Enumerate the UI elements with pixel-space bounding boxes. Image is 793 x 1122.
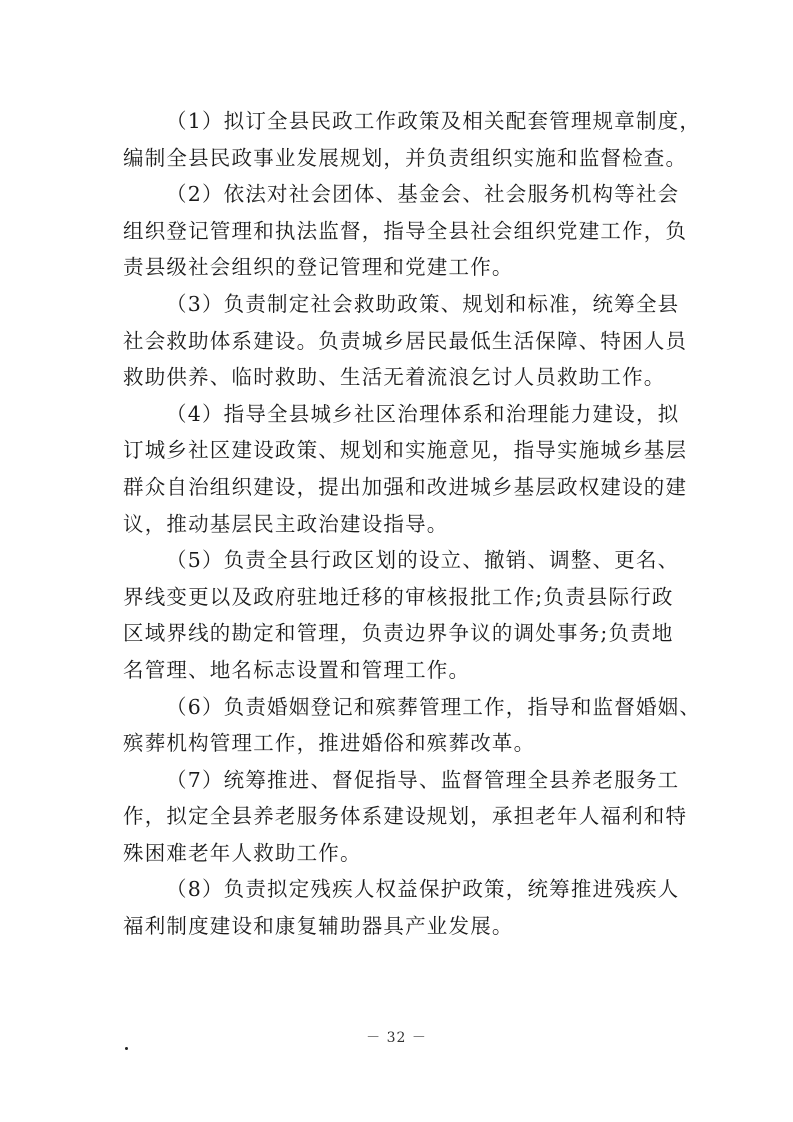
text-line: 区域界线的勘定和管理，负责边界争议的调处事务;负责地: [123, 621, 674, 646]
paragraph: [123, 542, 678, 688]
text-line: 社会救助体系建设。负责城乡居民最低生活保障、特困人员: [123, 328, 688, 353]
text-line: （3）负责制定社会救助政策、规划和标准，统筹全县: [166, 291, 680, 316]
text-line: （8）负责拟定残疾人权益保护政策，统筹推进残疾人: [166, 877, 680, 902]
text-line: 救助供养、临时救助、生活无着流浪乞讨人员救助工作。: [123, 365, 666, 390]
document-body: [123, 103, 702, 945]
paragraph: [123, 286, 688, 396]
text-line: 议，推动基层民主政治建设指导。: [123, 511, 449, 536]
text-line: 界线变更以及政府驻地迁移的审核报批工作;负责县际行政: [123, 584, 674, 609]
margin-dot: [125, 1047, 128, 1050]
text-line: 责县级社会组织的登记管理和党建工作。: [123, 255, 514, 280]
paragraph: [123, 762, 688, 872]
text-line: 订城乡社区建设政策、规划和实施意见，指导实施城乡基层: [123, 438, 688, 463]
text-line: （6）负责婚姻登记和殡葬管理工作，指导和监督婚姻、: [166, 694, 702, 719]
text-line: （5）负责全县行政区划的设立、撤销、调整、更名、: [166, 548, 680, 573]
text-line: 名管理、地名标志设置和管理工作。: [123, 657, 471, 682]
paragraph: [123, 689, 702, 762]
text-line: 殊困难老年人救助工作。: [123, 840, 362, 865]
text-line: 组织登记管理和执法监督，指导全县社会组织党建工作，负: [123, 218, 688, 243]
page-number: － 32 －: [366, 1030, 427, 1046]
text-line: 群众自治组织建设，提出加强和改进城乡基层政权建设的建: [123, 474, 688, 499]
text-line: （4）指导全县城乡社区治理体系和治理能力建设，拟: [166, 401, 680, 426]
text-line: （2）依法对社会团体、基金会、社会服务机构等社会: [166, 182, 680, 207]
text-line: 殡葬机构管理工作，推进婚俗和殡葬改革。: [123, 731, 536, 756]
text-line: 编制全县民政事业发展规划，并负责组织实施和监督检查。: [123, 145, 688, 170]
text-line: 福利制度建设和康复辅助器具产业发展。: [123, 914, 514, 939]
paragraph: [123, 396, 688, 542]
text-line: 作，拟定全县养老服务体系建设规划，承担老年人福利和特: [123, 804, 688, 829]
text-line: （7）统筹推进、督促指导、监督管理全县养老服务工: [166, 767, 680, 792]
text-line: （1）拟订全县民政工作政策及相关配套管理规章制度，: [166, 109, 702, 133]
paragraph: [123, 103, 702, 176]
paragraph: [123, 871, 678, 944]
paragraph: [123, 176, 688, 286]
